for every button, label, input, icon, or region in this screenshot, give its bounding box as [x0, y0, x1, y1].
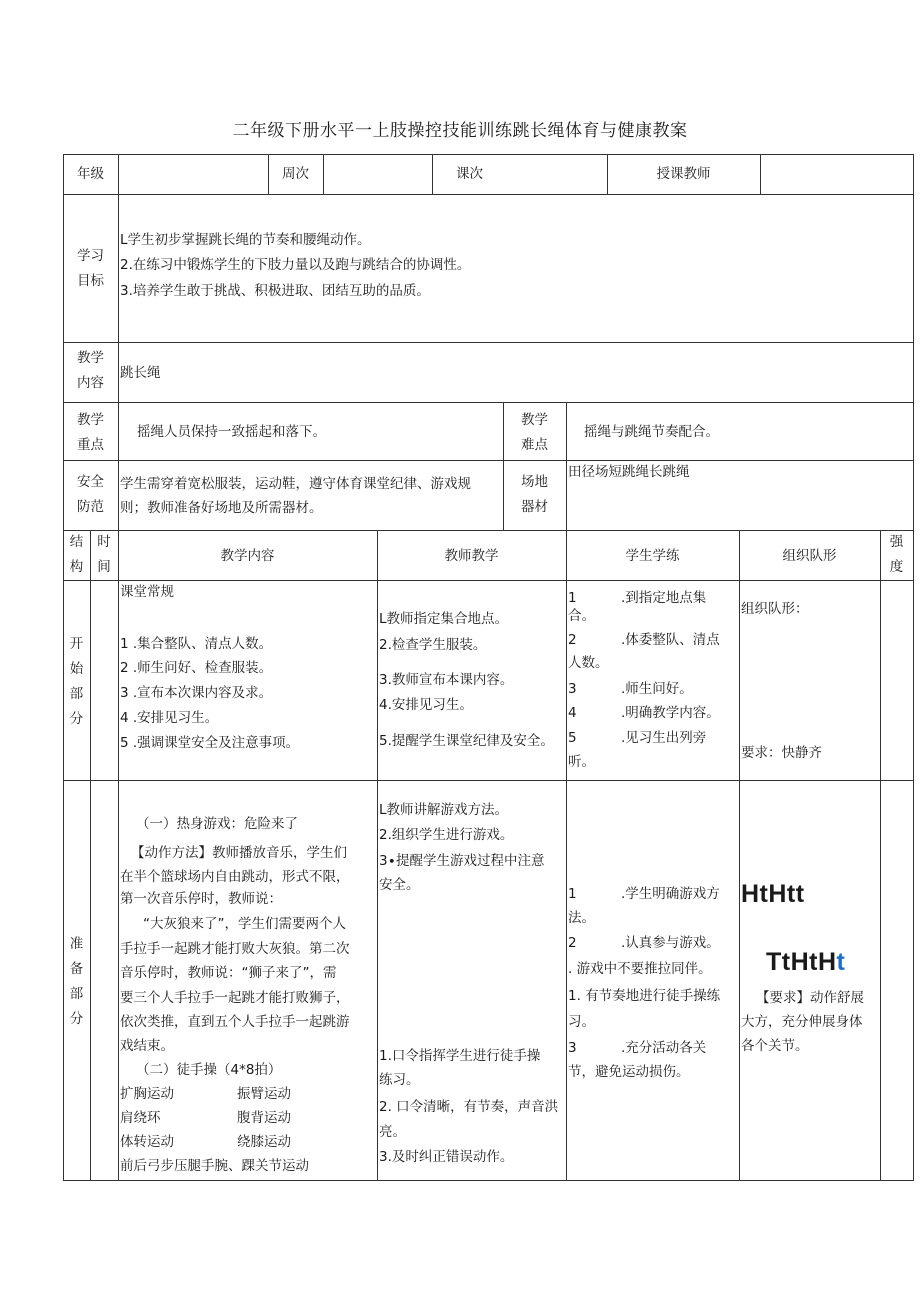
prep-content-line: （二）徒手操（4*8拍）: [136, 1062, 282, 1078]
start-teacher-item: 4.安排见习生。: [379, 697, 473, 713]
safety-line: 则；教师准备好场地及所需器材。: [120, 500, 323, 516]
col-structure-line: 结: [69, 534, 84, 550]
venue-label-line: 场地: [521, 474, 548, 490]
h-line: [63, 402, 914, 403]
v-line: [739, 530, 740, 1181]
prep-student-num: 2: [568, 935, 577, 951]
structure-char: 开: [69, 636, 84, 652]
prep-teacher-item: 2.组织学生进行游戏。: [379, 827, 514, 843]
key-points-label-line: 教学: [77, 412, 104, 428]
prep-student-text: 1. 有节奏地进行徒手操练: [568, 988, 721, 1004]
prep-formation-req: 【要求】动作舒展: [756, 990, 864, 1006]
h-line: [63, 342, 914, 343]
prep-content-line: 依次类推，直到五个人手拉手一起跳游: [120, 1014, 350, 1030]
v-line: [880, 530, 881, 1181]
objective-item: 2.在练习中锻炼学生的下肢力量以及跑与跳结合的协调性。: [120, 257, 471, 273]
exercise-item: 体转运动: [120, 1134, 174, 1150]
venue-label-line: 器材: [521, 499, 548, 515]
prep-student-text: . 游戏中不要推拉同伴。: [568, 961, 712, 977]
safety-line: 学生需穿着宽松服装，运动鞋，遵守体育课堂纪律、游戏规: [120, 476, 471, 492]
structure-char: 分: [69, 1011, 84, 1027]
prep-teacher-item: 2. 口令清晰，有节奏，声音洪: [379, 1099, 559, 1115]
col-teaching-content: 教学内容: [220, 548, 275, 564]
col-time-line: 时: [97, 534, 111, 550]
col-time-line: 间: [97, 559, 111, 575]
start-student-text: .明确教学内容。: [621, 705, 720, 721]
prep-student-text: .认真参与游戏。: [621, 935, 720, 951]
start-content-item: 2 .师生问好、检查服装。: [120, 660, 273, 676]
col-intensity: [880, 530, 913, 580]
objective-item: 3.培养学生敢于挑战、积极进取、团结互助的品质。: [120, 283, 430, 299]
prep-formation-req: 大方，充分伸展身体: [741, 1014, 863, 1030]
structure-char: 部: [69, 986, 84, 1002]
key-points-label: [63, 408, 118, 458]
start-content-item: 4 .安排见习生。: [120, 710, 219, 726]
start-student-text: .到指定地点集: [621, 590, 707, 606]
v-line: [566, 402, 567, 530]
prep-student-text: 法。: [568, 910, 595, 926]
col-structure: [63, 530, 90, 580]
start-student-text: .体委整队、清点: [621, 632, 720, 648]
prep-content-line: 【动作方法】教师播放音乐，学生们: [131, 845, 347, 861]
start-formation-req: 要求：快静齐: [741, 745, 822, 761]
safety-label-line: 防范: [77, 499, 104, 515]
exercise-item: 前后弓步压腿手腕、踝关节运动: [120, 1158, 309, 1174]
content-label: [63, 346, 118, 396]
col-formation: 组织队形: [782, 548, 837, 564]
start-content-item: 5 .强调课堂安全及注意事项。: [120, 735, 300, 751]
h-line: [63, 460, 914, 461]
content-label-line: 内容: [77, 375, 104, 391]
prep-content-line: 手拉手一起跳才能打败大灰狼。第二次: [120, 941, 350, 957]
prep-teacher-item: 练习。: [379, 1072, 420, 1088]
v-line: [760, 154, 761, 194]
v-line: [90, 530, 91, 1181]
prep-student-num: 3: [568, 1040, 577, 1056]
h-line: [63, 780, 914, 781]
structure-char: 准: [69, 936, 84, 952]
content-label-line: 教学: [77, 350, 104, 366]
start-teacher-item: 2.检查学生服装。: [379, 637, 487, 653]
start-student-num: 5: [568, 730, 577, 746]
col-time: [90, 530, 118, 580]
start-content-item: 3 .宣布本次课内容及求。: [120, 685, 273, 701]
v-line: [377, 530, 378, 1181]
lesson-label: 课次: [456, 166, 483, 182]
start-student-text: .师生问好。: [621, 681, 693, 697]
prep-teacher-item: 3.及时纠正错误动作。: [379, 1149, 514, 1165]
prep-teacher-item: 安全。: [379, 877, 420, 893]
prep-student-text: .学生明确游戏方: [621, 886, 720, 902]
prep-student-text: .充分活动各关: [621, 1040, 707, 1056]
structure-char: 备: [69, 961, 84, 977]
prep-content-line: 第一次音乐停时，教师说：: [120, 891, 282, 907]
page-title: 二年级下册水平一上肢操控技能训练跳长绳体育与健康教案: [232, 121, 688, 141]
formation-glyph-highlight: t: [836, 948, 846, 976]
exercise-item: 腹背运动: [237, 1110, 291, 1126]
prep-teacher-item: 亮。: [379, 1124, 406, 1140]
start-student-num: 3: [568, 681, 577, 697]
venue-value: 田径场短跳绳长跳绳: [568, 464, 690, 480]
prep-content-line: “大灰狼来了”，学生们需要两个人: [143, 916, 346, 932]
prep-formation-req: 各个关节。: [741, 1038, 809, 1054]
h-line: [63, 194, 914, 195]
start-content-item: 1 .集合整队、清点人数。: [120, 636, 273, 652]
exercise-item: 振臂运动: [237, 1086, 291, 1102]
prep-teacher-item: 1.口令指挥学生进行徒手操: [379, 1048, 541, 1064]
v-line: [566, 530, 567, 1181]
col-student-practice: 学生学练: [625, 548, 680, 564]
content-value: 跳长绳: [120, 365, 161, 381]
col-structure-line: 构: [69, 559, 84, 575]
start-student-text: 人数。: [568, 655, 609, 671]
formation-diagram-row-1: HtHtt: [741, 880, 805, 908]
start-student-num: 1: [568, 590, 577, 606]
exercise-item: 绕膝运动: [237, 1134, 291, 1150]
start-teacher-item: L教师指定集合地点。: [379, 611, 509, 627]
prep-student-num: 1: [568, 886, 577, 902]
col-teacher-teaching: 教师教学: [444, 548, 499, 564]
structure-char: 始: [69, 661, 84, 677]
exercise-item: 扩胸运动: [120, 1086, 174, 1102]
teacher-label: 授课教师: [656, 166, 711, 182]
safety-label-line: 安全: [77, 474, 104, 490]
objectives-label-line: 学习: [77, 248, 104, 264]
venue-label: [503, 470, 566, 520]
start-student-num: 4: [568, 705, 577, 721]
prep-content-line: （一）热身游戏：危险来了: [136, 816, 298, 832]
prep-teacher-item: L教师讲解游戏方法。: [379, 802, 509, 818]
v-line: [913, 154, 914, 1181]
formation-glyph: TtHtH: [766, 948, 837, 976]
start-content-title: 课堂常规: [120, 584, 174, 600]
start-formation-label: 组织队形：: [741, 601, 809, 617]
h-line: [63, 580, 914, 581]
prep-student-text: 节，避免运动损伤。: [568, 1064, 690, 1080]
col-intensity-line: 度: [889, 559, 904, 575]
start-student-text: .见习生出列旁: [621, 730, 707, 746]
prep-content-line: 要三个人手拉手一起跳才能打败狮子，: [120, 990, 350, 1006]
start-student-text: 合。: [568, 608, 595, 624]
grade-label: 年级: [77, 166, 104, 182]
prep-content-line: 在半个篮球场内自由跳动，形式不限，: [120, 869, 350, 885]
difficulty-value: 摇绳与跳绳节奏配合。: [584, 424, 719, 440]
start-student-num: 2: [568, 632, 577, 648]
prep-teacher-item: 3∙提醒学生游戏过程中注意: [379, 853, 545, 869]
structure-char: 部: [69, 686, 84, 702]
h-line: [63, 1180, 914, 1181]
difficulty-label-line: 难点: [521, 437, 548, 453]
start-teacher-item: 5.提醒学生课堂纪律及安全。: [379, 733, 554, 749]
key-points-value: 摇绳人员保持一致摇起和落下。: [137, 424, 326, 440]
v-line: [118, 530, 119, 1181]
formation-diagram-row-2: [766, 948, 845, 977]
prep-content-line: 戏结束。: [120, 1038, 174, 1054]
v-line: [323, 154, 324, 194]
objectives-label: [63, 244, 118, 294]
start-structure: [63, 632, 90, 732]
key-points-label-line: 重点: [77, 437, 104, 453]
difficulty-label: [503, 408, 566, 458]
start-student-text: 听。: [568, 754, 595, 770]
col-intensity-line: 强: [889, 534, 904, 550]
prep-student-text: 习。: [568, 1014, 595, 1030]
safety-label: [63, 470, 118, 520]
difficulty-label-line: 教学: [521, 412, 548, 428]
structure-char: 分: [69, 711, 84, 727]
h-line: [63, 154, 914, 155]
start-teacher-item: 3.教师宣布本课内容。: [379, 672, 514, 688]
h-line: [63, 530, 914, 531]
v-line: [118, 154, 119, 530]
exercise-item: 肩绕环: [120, 1110, 161, 1126]
prep-structure: [63, 932, 90, 1032]
prep-content-line: 音乐停时，教师说：“狮子来了”，需: [120, 965, 337, 981]
objectives-label-line: 目标: [77, 273, 104, 289]
week-label: 周次: [282, 166, 309, 182]
objective-item: L学生初步掌握跳长绳的节奏和腰绳动作。: [120, 232, 371, 248]
